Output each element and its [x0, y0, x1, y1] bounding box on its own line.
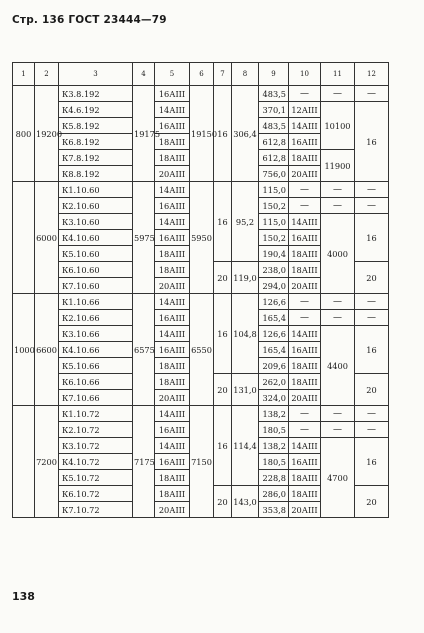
- cell: 16АIII: [289, 134, 321, 150]
- cell: 138,2: [259, 406, 289, 422]
- cell: 14АIII: [289, 326, 321, 342]
- cell: —: [321, 198, 355, 214]
- cell: 18АIII: [155, 262, 190, 278]
- cell: К1.10.66: [59, 294, 133, 310]
- cell: 16: [214, 406, 232, 486]
- cell: К4.10.66: [59, 342, 133, 358]
- cell: К4.10.60: [59, 230, 133, 246]
- cell: 16АIII: [155, 86, 190, 102]
- cell: 11900: [321, 150, 355, 182]
- cell: —: [321, 406, 355, 422]
- cell: К5.10.72: [59, 470, 133, 486]
- col-header: 9: [259, 63, 289, 86]
- cell: К3.10.60: [59, 214, 133, 230]
- cell: —: [355, 86, 389, 102]
- cell: 18АIII: [289, 374, 321, 390]
- cell: К5.10.60: [59, 246, 133, 262]
- cell: 20: [214, 262, 232, 294]
- cell: К1.10.72: [59, 406, 133, 422]
- cell: 286,0: [259, 486, 289, 502]
- col-header: 4: [133, 63, 155, 86]
- cell: 14АIII: [155, 294, 190, 310]
- cell: 19175: [133, 86, 155, 182]
- cell: 18АIII: [155, 374, 190, 390]
- cell: 165,4: [259, 342, 289, 358]
- cell: 18АIII: [155, 134, 190, 150]
- cell: 131,0: [232, 374, 259, 406]
- cell: 756,0: [259, 166, 289, 182]
- cell: К2.10.66: [59, 310, 133, 326]
- cell: 14АIII: [155, 182, 190, 198]
- cell: —: [355, 182, 389, 198]
- cell: 114,4: [232, 406, 259, 486]
- col-header: 8: [232, 63, 259, 86]
- cell: 370,1: [259, 102, 289, 118]
- cell: 143,0: [232, 486, 259, 518]
- cell: 16АIII: [155, 198, 190, 214]
- cell: 126,6: [259, 294, 289, 310]
- cell: 20: [214, 374, 232, 406]
- cell: 6550: [190, 294, 214, 406]
- cell: 5950: [190, 182, 214, 294]
- cell: 18АIII: [155, 358, 190, 374]
- cell: 16: [214, 86, 232, 182]
- cell: 16АIII: [289, 342, 321, 358]
- cell: —: [289, 182, 321, 198]
- cell: 16АIII: [155, 342, 190, 358]
- cell: —: [321, 86, 355, 102]
- cell: К6.10.66: [59, 374, 133, 390]
- cell: 20АIII: [155, 390, 190, 406]
- cell: 16: [355, 102, 389, 182]
- cell: 20: [355, 486, 389, 518]
- cell: 19200: [35, 86, 59, 182]
- cell: 14АIII: [155, 438, 190, 454]
- cell: 18АIII: [289, 246, 321, 262]
- cell: 12АIII: [289, 102, 321, 118]
- cell: 18АIII: [155, 470, 190, 486]
- cell: К7.8.192: [59, 150, 133, 166]
- cell: К2.10.60: [59, 198, 133, 214]
- cell: 20: [355, 374, 389, 406]
- column-header-row: [13, 63, 389, 86]
- cell: 20АIII: [289, 502, 321, 518]
- cell: 20АIII: [155, 502, 190, 518]
- cell: 14АIII: [289, 438, 321, 454]
- cell: 190,4: [259, 246, 289, 262]
- cell: К5.8.192: [59, 118, 133, 134]
- cell: 5975: [133, 182, 155, 294]
- cell: 16: [355, 214, 389, 262]
- cell: —: [289, 310, 321, 326]
- cell: 612,8: [259, 150, 289, 166]
- cell: 20АIII: [155, 278, 190, 294]
- cell: 16: [355, 326, 389, 374]
- cell: 16: [214, 294, 232, 374]
- cell: 294,0: [259, 278, 289, 294]
- cell: 14АIII: [289, 118, 321, 134]
- cell: К5.10.66: [59, 358, 133, 374]
- cell: 20АIII: [155, 166, 190, 182]
- cell: 119,0: [232, 262, 259, 294]
- cell: 483,5: [259, 118, 289, 134]
- cell: 14АIII: [155, 406, 190, 422]
- cell: 20АIII: [289, 166, 321, 182]
- cell: К3.8.192: [59, 86, 133, 102]
- cell: 238,0: [259, 262, 289, 278]
- cell: —: [321, 294, 355, 310]
- cell: —: [355, 310, 389, 326]
- cell: 18АIII: [289, 486, 321, 502]
- cell: 150,2: [259, 230, 289, 246]
- cell: 18АIII: [289, 358, 321, 374]
- cell: —: [289, 406, 321, 422]
- cell: 16АIII: [155, 118, 190, 134]
- cell: 228,8: [259, 470, 289, 486]
- cell: 18АIII: [155, 246, 190, 262]
- cell: 20: [355, 262, 389, 294]
- cell: 14АIII: [155, 214, 190, 230]
- cell: К4.10.72: [59, 454, 133, 470]
- cell: 16АIII: [155, 454, 190, 470]
- cell: [13, 406, 35, 518]
- cell: 104,8: [232, 294, 259, 374]
- cell: —: [321, 310, 355, 326]
- cell: 18АIII: [155, 486, 190, 502]
- cell: 324,0: [259, 390, 289, 406]
- table-row: [13, 182, 389, 198]
- cell: 180,5: [259, 454, 289, 470]
- cell: —: [289, 294, 321, 310]
- col-header: 12: [355, 63, 389, 86]
- cell: 18АIII: [289, 262, 321, 278]
- cell: —: [321, 422, 355, 438]
- cell: 10100: [321, 102, 355, 150]
- cell: К7.10.72: [59, 502, 133, 518]
- cell: —: [321, 182, 355, 198]
- col-header: 7: [214, 63, 232, 86]
- cell: 353,8: [259, 502, 289, 518]
- cell: 165,4: [259, 310, 289, 326]
- cell: 16АIII: [155, 422, 190, 438]
- cell: 7200: [35, 406, 59, 518]
- cell: К7.10.60: [59, 278, 133, 294]
- cell: 18АIII: [155, 150, 190, 166]
- cell: [13, 182, 35, 294]
- col-header: 6: [190, 63, 214, 86]
- cell: 483,5: [259, 86, 289, 102]
- cell: —: [289, 422, 321, 438]
- cell: К1.10.60: [59, 182, 133, 198]
- cell: 262,0: [259, 374, 289, 390]
- table-row: [13, 86, 389, 102]
- cell: 20: [214, 486, 232, 518]
- table-row: [13, 406, 389, 422]
- col-header: 3: [59, 63, 133, 86]
- cell: 16АIII: [155, 230, 190, 246]
- cell: 7150: [190, 406, 214, 518]
- cell: 19150: [190, 86, 214, 182]
- cell: 6575: [133, 294, 155, 406]
- cell: 95,2: [232, 182, 259, 262]
- cell: —: [355, 422, 389, 438]
- cell: К7.10.66: [59, 390, 133, 406]
- cell: 16: [214, 182, 232, 262]
- cell: 150,2: [259, 198, 289, 214]
- cell: 14АIII: [155, 102, 190, 118]
- cell: —: [289, 86, 321, 102]
- cell: К3.10.72: [59, 438, 133, 454]
- cell: 115,0: [259, 182, 289, 198]
- cell: 4400: [321, 326, 355, 406]
- cell: 14АIII: [155, 326, 190, 342]
- cell: 20АIII: [289, 278, 321, 294]
- cell: 6600: [35, 294, 59, 406]
- cell: 20АIII: [289, 390, 321, 406]
- cell: 16АIII: [289, 454, 321, 470]
- cell: 18АIII: [289, 150, 321, 166]
- cell: 209,6: [259, 358, 289, 374]
- cell: 14АIII: [289, 214, 321, 230]
- cell: К4.6.192: [59, 102, 133, 118]
- col-header: 11: [321, 63, 355, 86]
- cell: К6.8.192: [59, 134, 133, 150]
- cell: 126,6: [259, 326, 289, 342]
- col-header: 5: [155, 63, 190, 86]
- cell: 1000: [13, 294, 35, 406]
- cell: 138,2: [259, 438, 289, 454]
- page-header: Стр. 136 ГОСТ 23444—79: [12, 14, 167, 26]
- cell: 16: [355, 438, 389, 486]
- cell: —: [289, 198, 321, 214]
- cell: 800: [13, 86, 35, 182]
- cell: 180,5: [259, 422, 289, 438]
- cell: 18АIII: [289, 470, 321, 486]
- cell: К2.10.72: [59, 422, 133, 438]
- reinforcement-table: [12, 62, 389, 518]
- cell: 6000: [35, 182, 59, 294]
- cell: К6.10.72: [59, 486, 133, 502]
- cell: —: [355, 198, 389, 214]
- col-header: 1: [13, 63, 35, 86]
- cell: К8.8.192: [59, 166, 133, 182]
- cell: 306,4: [232, 86, 259, 182]
- cell: 4700: [321, 438, 355, 518]
- cell: К6.10.60: [59, 262, 133, 278]
- col-header: 2: [35, 63, 59, 86]
- cell: —: [355, 406, 389, 422]
- cell: 16АIII: [155, 310, 190, 326]
- cell: 115,0: [259, 214, 289, 230]
- cell: 612,8: [259, 134, 289, 150]
- cell: 16АIII: [289, 230, 321, 246]
- table-row: [13, 294, 389, 310]
- cell: 7175: [133, 406, 155, 518]
- page-number: 138: [12, 590, 35, 603]
- cell: К3.10.66: [59, 326, 133, 342]
- cell: 4000: [321, 214, 355, 294]
- col-header: 10: [289, 63, 321, 86]
- cell: —: [355, 294, 389, 310]
